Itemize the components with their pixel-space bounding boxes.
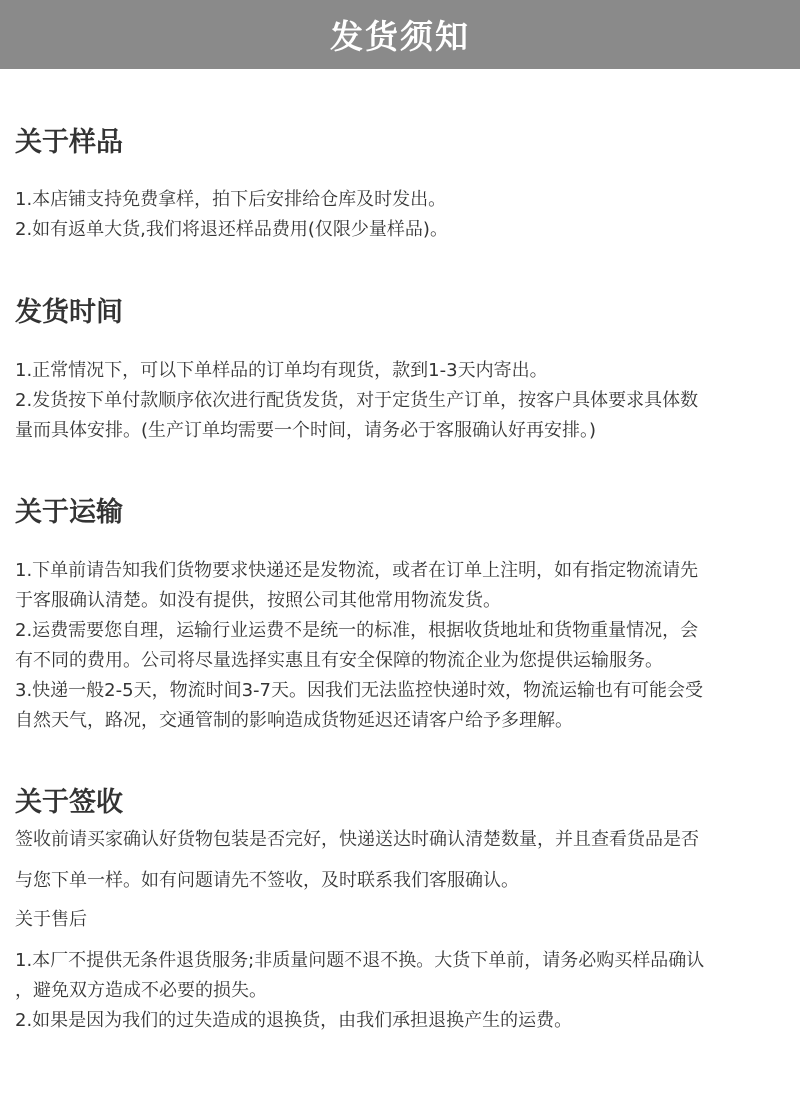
paragraph-line: 2.运费需要您自理，运输行业运费不是统一的标准，根据收货地址和货物重量情况，会 xyxy=(15,620,699,641)
paragraph-line: 于客服确认清楚。如没有提供，按照公司其他常用物流发货。 xyxy=(15,590,501,611)
subheading-after-sales: 关于售后 xyxy=(15,909,87,930)
paragraph-line: 1.本店铺支持免费拿样，拍下后安排给仓库及时发出。 xyxy=(15,189,447,210)
paragraph-line: 1.正常情况下，可以下单样品的订单均有现货，款到1-3天内寄出。 xyxy=(15,360,548,381)
title-banner xyxy=(0,0,800,69)
paragraph-line: 2.发货按下单付款顺序依次进行配货发货，对于定货生产订单，按客户具体要求具体数 xyxy=(15,390,699,411)
paragraph-line: 1.本厂不提供无条件退货服务;非质量问题不退不换。大货下单前，请务必购买样品确认 xyxy=(15,950,705,971)
section-heading-receipt: 关于签收 xyxy=(15,787,123,818)
paragraph-line: 2.如有返单大货,我们将退还样品费用(仅限少量样品)。 xyxy=(15,219,448,240)
section-heading-transport: 关于运输 xyxy=(15,497,123,528)
paragraph-line: 量而具体安排。(生产订单均需要一个时间，请务必于客服确认好再安排。) xyxy=(15,420,597,441)
section-heading-shipping-time: 发货时间 xyxy=(15,297,123,328)
paragraph-line: ，避免双方造成不必要的损失。 xyxy=(15,980,267,1001)
paragraph-line: 2.如果是因为我们的过失造成的退换货，由我们承担退换产生的运费。 xyxy=(15,1010,573,1031)
paragraph-line: 1.下单前请告知我们货物要求快递还是发物流，或者在订单上注明，如有指定物流请先 xyxy=(15,560,699,581)
paragraph-line: 有不同的费用。公司将尽量选择实惠且有安全保障的物流企业为您提供运输服务。 xyxy=(15,650,663,671)
paragraph-line: 签收前请买家确认好货物包装是否完好，快递送达时确认清楚数量，并且查看货品是否 xyxy=(15,829,699,850)
paragraph-line: 自然天气，路况，交通管制的影响造成货物延迟还请客户给予多理解。 xyxy=(15,710,573,731)
page-title: 发货须知 xyxy=(330,17,470,56)
section-heading-samples: 关于样品 xyxy=(15,127,123,158)
paragraph-line: 3.快递一般2-5天，物流时间3-7天。因我们无法监控快递时效，物流运输也有可能会受 xyxy=(15,680,703,701)
paragraph-line: 与您下单一样。如有问题请先不签收，及时联系我们客服确认。 xyxy=(15,870,519,891)
